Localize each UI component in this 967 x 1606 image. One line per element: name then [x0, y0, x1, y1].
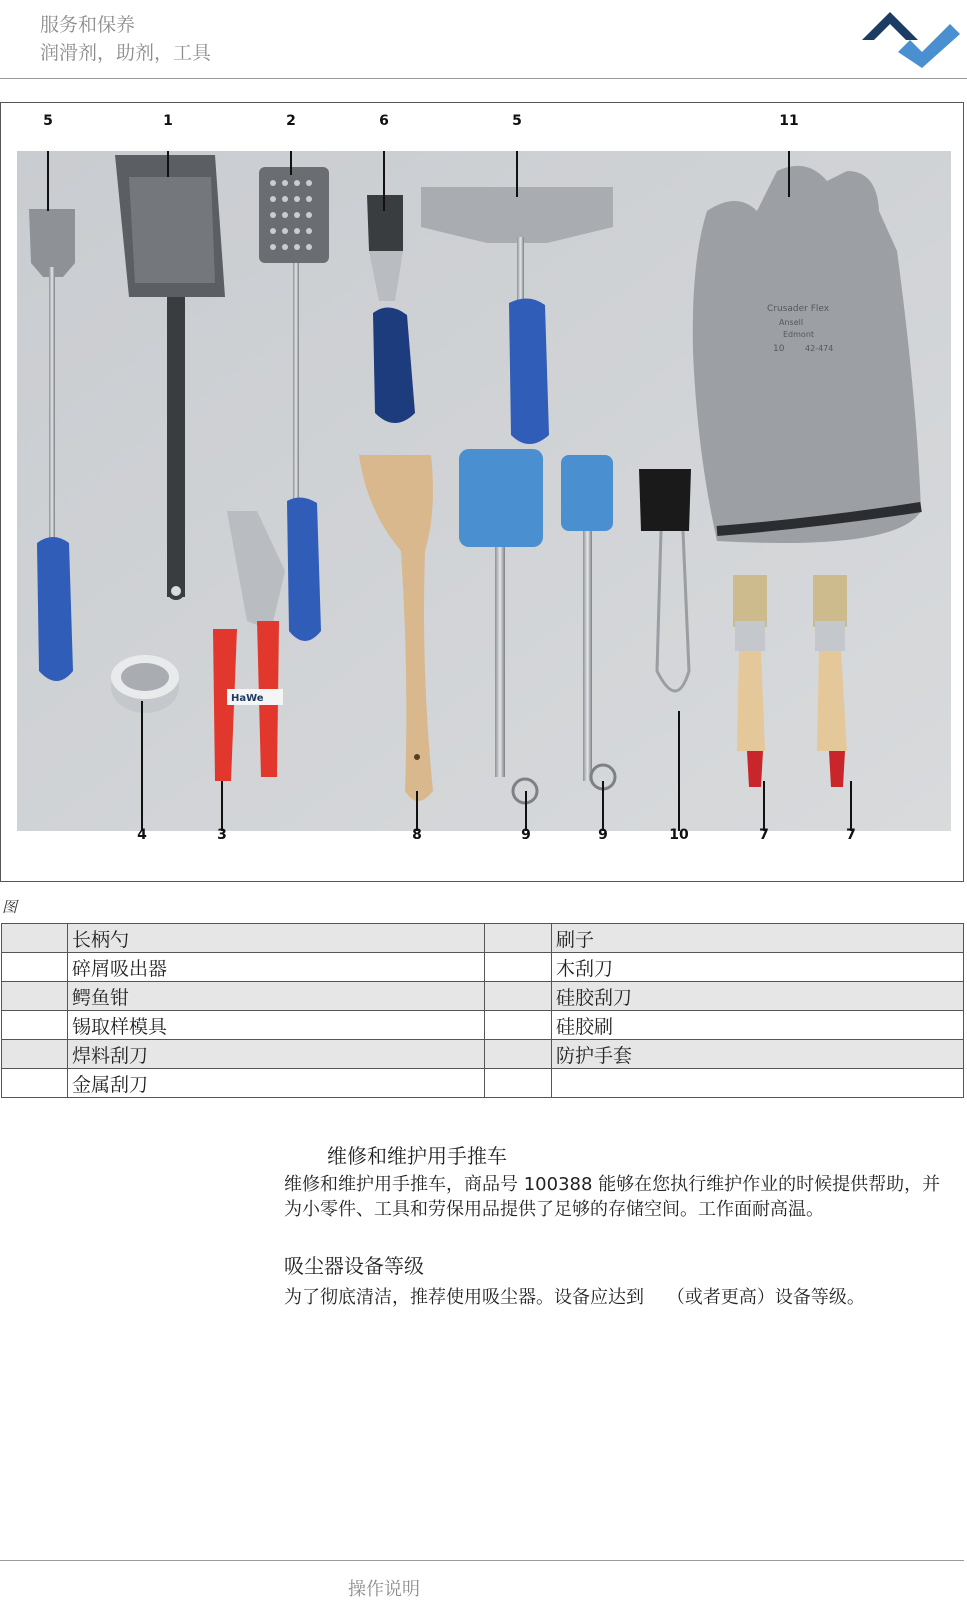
section-title-cart: 维修和维护用手推车: [327, 1144, 507, 1168]
table-cell-empty: [2, 953, 68, 982]
table-cell-empty: [2, 982, 68, 1011]
glove-print-3: Edmont: [783, 330, 815, 339]
tools-figure: [0, 102, 964, 882]
table-row: [2, 982, 964, 1011]
legend-item: 鳄鱼钳: [68, 982, 485, 1011]
tin-sample-mould: [111, 655, 179, 713]
callout-top-2: 1: [163, 113, 173, 129]
company-logo: [862, 4, 960, 68]
header-subchapter: 润滑剂，助剂，工具: [40, 42, 212, 64]
callout-bottom-7: 7: [759, 827, 769, 843]
table-cell-empty: [485, 1069, 552, 1098]
legend-item: 锡取样模具: [68, 1011, 485, 1040]
callout-top-4: 6: [379, 113, 389, 129]
table-cell-empty: [2, 924, 68, 953]
callout-bottom-6: 10: [669, 827, 689, 843]
table-row: [2, 953, 964, 982]
callout-top-5: 5: [512, 113, 522, 129]
callout-bottom-8: 7: [846, 827, 856, 843]
callout-bottom-2: 3: [217, 827, 227, 843]
table-row: [2, 1011, 964, 1040]
page-header: [0, 0, 967, 79]
footer-divider: [0, 1560, 964, 1561]
legend-item: 金属刮刀: [68, 1069, 485, 1098]
callout-bottom-3: 8: [412, 827, 422, 843]
tools-photo: [17, 151, 951, 831]
table-cell-empty: [485, 1011, 552, 1040]
section-body-vacuum: 为了彻底清洁，推荐使用吸尘器。设备应达到 （或者更高）设备等级。: [284, 1287, 865, 1308]
callout-bottom-4: 9: [521, 827, 531, 843]
callout-top-3: 2: [286, 113, 296, 129]
section-title-vacuum: 吸尘器设备等级: [284, 1254, 424, 1278]
header-chapter: 服务和保养: [40, 14, 136, 36]
table-cell-empty: [485, 924, 552, 953]
table-cell-empty: [2, 1040, 68, 1069]
legend-item: [552, 1069, 964, 1098]
figure-caption: 图: [2, 898, 18, 916]
legend-item: 刷子: [552, 924, 964, 953]
table-row: [2, 924, 964, 953]
legend-item: 硅胶刮刀: [552, 982, 964, 1011]
legend-item: 硅胶刷: [552, 1011, 964, 1040]
legend-item: 木刮刀: [552, 953, 964, 982]
callout-bottom-5: 9: [598, 827, 608, 843]
table-row: [2, 1040, 964, 1069]
callout-bottom-1: 4: [137, 827, 147, 843]
table-cell-empty: [2, 1069, 68, 1098]
callout-top-6: 11: [779, 113, 799, 129]
table-cell-empty: [485, 953, 552, 982]
legend-item: 焊料刮刀: [68, 1040, 485, 1069]
legend-table: [1, 923, 964, 1098]
legend-item: 防护手套: [552, 1040, 964, 1069]
section-body-cart: 维修和维护用手推车，商品号 100388 能够在您执行维护作业的时候提供帮助，并为小零件、工具和劳保用品提供了足够的存储空间。工作面耐高温。: [284, 1174, 941, 1220]
glove-print-2: Ansell: [779, 318, 804, 327]
table-cell-empty: [485, 982, 552, 1011]
pliers-brand-text: HaWe: [231, 693, 264, 704]
legend-item: 长柄勺: [68, 924, 485, 953]
table-row: [2, 1069, 964, 1098]
table-cell-empty: [2, 1011, 68, 1040]
glove-print-1: Crusader Flex: [767, 304, 830, 314]
glove-print-5: 42-474: [805, 344, 834, 353]
table-cell-empty: [485, 1040, 552, 1069]
callout-top-1: 5: [43, 113, 53, 129]
legend-item: 碎屑吸出器: [68, 953, 485, 982]
glove-print-4: 10: [773, 344, 785, 354]
footer-text: 操作说明: [348, 1579, 420, 1600]
